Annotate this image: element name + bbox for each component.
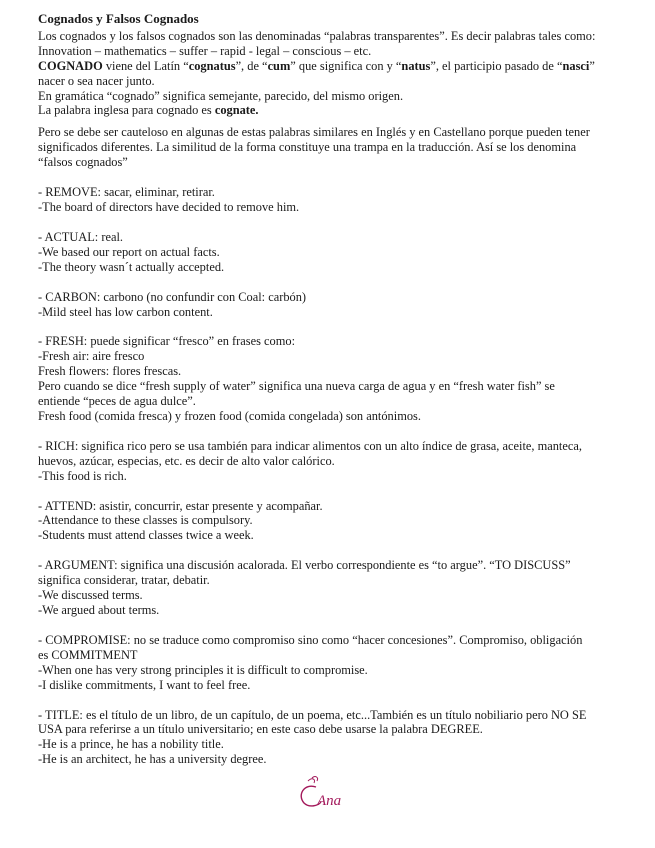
entry-line: -He is a prince, he has a nobility title. <box>38 737 224 752</box>
nasci-term: nasci <box>562 58 590 73</box>
text-span: viene del Latín “ <box>102 58 189 73</box>
text-span: ” <box>589 58 595 73</box>
text-span: La palabra inglesa para cognado es <box>38 103 215 118</box>
entry-line: -The theory wasn´t actually accepted. <box>38 259 225 274</box>
cum-term: cum <box>267 58 291 73</box>
entry-line: -We argued about terms. <box>38 603 160 617</box>
entry-block <box>38 558 623 618</box>
warning-line: “falsos cognados” <box>38 155 128 170</box>
entry-block <box>38 290 623 320</box>
entry-definition: - TITLE: es el título de un libro, de un capítulo, de un poema, etc...También es un título nobiliario pero NO SE <box>38 707 587 722</box>
entry-line: -We based our report on actual facts. <box>38 244 220 259</box>
entry-definition: - RICH: significa rico pero se usa también para indicar alimentos con un alto índice de grasa, aceite, manteca, <box>38 438 582 453</box>
warning-line: significados diferentes. La similitud de la forma constituye una trampa en la traducción. Así se los denomina <box>38 140 577 155</box>
warning-paragraph <box>38 125 623 170</box>
entry-definition: - ARGUMENT: significa una discusión acalorada. El verbo correspondiente es “to argue”. “TO DISCUSS” <box>38 558 571 573</box>
entry-block <box>38 708 623 768</box>
entry-block <box>38 439 623 484</box>
natus-term: natus <box>401 58 431 73</box>
cognate-term: cognate. <box>214 103 259 118</box>
ana-logo <box>294 775 358 815</box>
entry-definition: - ATTEND: asistir, concurrir, estar presente y acompañar. <box>38 498 323 513</box>
entry-block <box>38 185 623 215</box>
entry-definition: - COMPROMISE: no se traduce como compromiso sino como “hacer concesiones”. Compromiso, obligación <box>38 632 583 647</box>
intro-line: Los cognados y los falsos cognados son las denominadas “palabras transparentes”. Es decir palabras tales como: <box>38 28 596 43</box>
intro-line: En gramática “cognado” significa semejante, parecido, del mismo origen. <box>38 88 404 103</box>
entry-block <box>38 230 623 275</box>
entry-line: -When one has very strong principles it is difficult to compromise. <box>38 662 368 677</box>
cognate-line <box>38 103 623 118</box>
logo-text: Ana <box>317 793 342 809</box>
cognado-term: COGNADO <box>38 58 103 73</box>
intro-paragraph <box>38 29 623 118</box>
text-span: ”, de “ <box>235 58 268 73</box>
entry-line: -Fresh air: aire fresco <box>38 349 145 364</box>
entry-line: -Attendance to these classes is compulsory. <box>38 513 253 528</box>
page-title: Cognados y Falsos Cognados <box>38 11 199 26</box>
entry-definition: - CARBON: carbono (no confundir con Coal: carbón) <box>38 289 307 304</box>
entry-line: -This food is rich. <box>38 468 127 483</box>
entry-line: Pero cuando se dice “fresh supply of water” significa una nueva carga de agua y en “fresh water fish” se <box>38 379 555 394</box>
intro-line: nacer o sea nacer junto. <box>38 73 155 88</box>
entry-definition: - ACTUAL: real. <box>38 229 123 244</box>
entry-line: huevos, azúcar, especias, etc. es decir de alto valor calórico. <box>38 453 335 468</box>
entry-line: significa considerar, tratar, debatir. <box>38 573 210 588</box>
cognatus-term: cognatus <box>188 58 236 73</box>
entry-line: -He is an architect, he has a university degree. <box>38 752 267 767</box>
entry-line: -Students must attend classes twice a week. <box>38 528 254 543</box>
intro-line: Innovation – mathematics – suffer – rapid - legal – conscious – etc. <box>38 43 372 58</box>
entry-line: Fresh food (comida fresca) y frozen food (comida congelada) son antónimos. <box>38 408 421 423</box>
warning-line: Pero se debe ser cauteloso en algunas de estas palabras similares en Inglés y en Castellano porque pueden tener <box>38 125 590 140</box>
entry-line: -The board of directors have decided to remove him. <box>38 199 300 214</box>
entry-line: -We discussed terms. <box>38 588 143 603</box>
entry-definition: - FRESH: puede significar “fresco” en frases como: <box>38 334 296 349</box>
entry-line: entiende “peces de agua dulce”. <box>38 394 196 409</box>
false-cognate-entries <box>38 170 623 767</box>
ana-logo-mark <box>294 775 358 815</box>
entry-block <box>38 633 623 693</box>
etymology-line <box>38 59 623 74</box>
document-body <box>38 12 623 767</box>
text-span: ” que significa con y “ <box>290 58 402 73</box>
entry-line: -I dislike commitments, I want to feel free. <box>38 677 251 692</box>
text-span: ”, el participio pasado de “ <box>430 58 563 73</box>
entry-line: Fresh flowers: flores frescas. <box>38 364 182 379</box>
entry-block <box>38 334 623 423</box>
entry-definition: - REMOVE: sacar, eliminar, retirar. <box>38 185 215 200</box>
entry-line: es COMMITMENT <box>38 647 138 662</box>
entry-line: -Mild steel has low carbon content. <box>38 304 213 319</box>
entry-block <box>38 499 623 544</box>
entry-line: USA para referirse a un título universitario; en este caso debe usarse la palabra DEGREE. <box>38 722 483 737</box>
